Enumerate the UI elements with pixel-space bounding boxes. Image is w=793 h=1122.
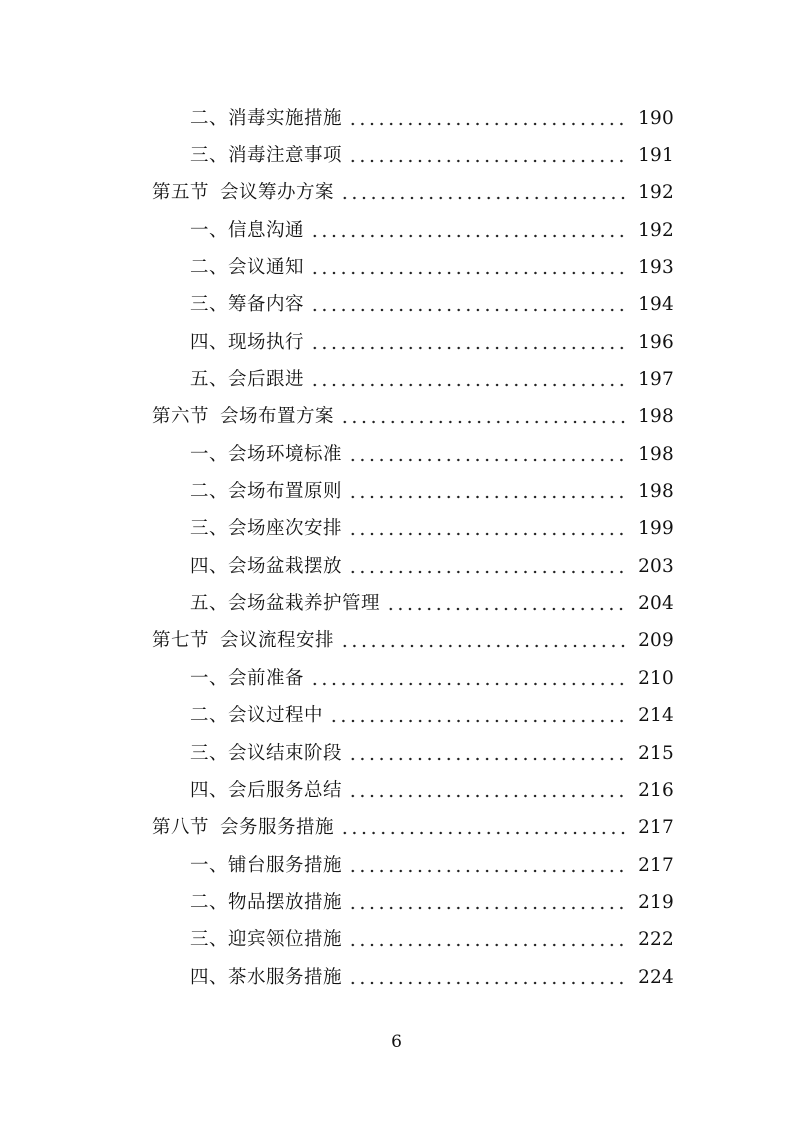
toc-subsection-row[interactable] (0, 847, 793, 884)
toc-entry (0, 816, 674, 840)
toc-entry-title (190, 592, 380, 616)
toc-subsection-row[interactable] (0, 922, 793, 959)
toc-entry-title (190, 219, 304, 243)
dot-leader (348, 570, 628, 574)
toc-entry-text: 会场布置方案 (220, 406, 335, 428)
toc-entry-text: 四、会场盆栽摆放 (190, 555, 343, 577)
dot-leader (348, 981, 628, 985)
toc-entry-text: 二、消毒实施措施 (190, 107, 343, 129)
toc-page-number: 224 (638, 966, 674, 988)
toc-subsection-row[interactable] (0, 100, 793, 137)
toc-subsection-row[interactable] (0, 137, 793, 174)
dot-leader (348, 794, 628, 798)
dot-leader (348, 458, 628, 462)
toc-entry-text: 三、消毒注意事项 (190, 145, 343, 167)
toc-page-number: 199 (638, 518, 674, 540)
toc-section-label: 第六节 (152, 406, 210, 428)
toc-entry-title (190, 966, 342, 990)
toc-entry (0, 667, 674, 691)
toc-entry-title (152, 629, 334, 653)
toc-subsection-row[interactable] (0, 324, 793, 361)
toc-entry (0, 555, 674, 579)
toc-page-number: 190 (638, 107, 674, 129)
toc-entry-title (190, 144, 342, 168)
toc-page-number: 216 (638, 779, 674, 801)
toc-page-number: 215 (638, 742, 674, 764)
dot-leader (310, 271, 628, 275)
toc-page-number: 193 (638, 257, 674, 279)
toc-page-number: 203 (638, 555, 674, 577)
toc-entry-text: 二、会议过程中 (190, 705, 324, 727)
toc-subsection-row[interactable] (0, 548, 793, 585)
toc-entry-text: 一、信息沟通 (190, 219, 305, 241)
toc-entry-text: 三、筹备内容 (190, 294, 305, 316)
toc-entry-text: 三、会场座次安排 (190, 518, 343, 540)
toc-entry (0, 331, 674, 355)
toc-page-number: 209 (638, 630, 674, 652)
toc-subsection-row[interactable] (0, 473, 793, 510)
toc-page-number: 219 (638, 891, 674, 913)
toc-entry (0, 293, 674, 317)
toc-subsection-row[interactable] (0, 436, 793, 473)
toc-subsection-row[interactable] (0, 585, 793, 622)
toc-entry (0, 443, 674, 467)
toc-subsection-row[interactable] (0, 249, 793, 286)
toc-subsection-row[interactable] (0, 660, 793, 697)
toc-section-row[interactable] (0, 810, 793, 847)
toc-entry-text: 四、会后服务总结 (190, 779, 343, 801)
toc-entry-title (190, 480, 342, 504)
toc-entry-text: 一、会场环境标准 (190, 443, 343, 465)
toc-entry (0, 779, 674, 803)
toc-subsection-row[interactable] (0, 959, 793, 996)
toc-section-row[interactable] (0, 175, 793, 212)
toc-entry-title (190, 928, 342, 952)
toc-entry (0, 704, 674, 728)
toc-entry (0, 629, 674, 653)
toc-entry-text: 会务服务措施 (220, 817, 335, 839)
toc-entry-text: 一、会前准备 (190, 667, 305, 689)
toc-page-number: 210 (638, 667, 674, 689)
toc-page-number: 196 (638, 331, 674, 353)
toc-page-number: 222 (638, 929, 674, 951)
toc-entry-title (190, 368, 304, 392)
dot-leader (310, 383, 628, 387)
toc-entry-text: 五、会场盆栽养护管理 (190, 593, 381, 615)
toc-entry-text: 五、会后跟进 (190, 369, 305, 391)
toc-entry-title (190, 256, 304, 280)
toc-entry (0, 368, 674, 392)
toc-subsection-row[interactable] (0, 735, 793, 772)
toc-entry-text: 三、会议结束阶段 (190, 742, 343, 764)
page-number: 6 (391, 1032, 402, 1052)
dot-leader (348, 122, 628, 126)
toc-entry (0, 928, 674, 952)
toc-entry (0, 966, 674, 990)
toc-entry (0, 891, 674, 915)
toc-page-number: 192 (638, 219, 674, 241)
toc-section-label: 第八节 (152, 817, 210, 839)
toc-entry-text: 二、物品摆放措施 (190, 891, 343, 913)
toc-page-number: 198 (638, 443, 674, 465)
toc-subsection-row[interactable] (0, 361, 793, 398)
dot-leader (386, 607, 628, 611)
toc-entry-title (190, 779, 342, 803)
toc-page-number: 191 (638, 145, 674, 167)
dot-leader (310, 682, 628, 686)
toc-entry-title (190, 742, 342, 766)
toc-entry-text: 一、铺台服务措施 (190, 854, 343, 876)
dot-leader (348, 159, 628, 163)
toc-entry-title (152, 816, 334, 840)
toc-entry-title (190, 667, 304, 691)
toc-entry-text: 会议流程安排 (220, 630, 335, 652)
toc-subsection-row[interactable] (0, 884, 793, 921)
toc-page-number: 198 (638, 406, 674, 428)
toc-entry (0, 107, 674, 131)
toc-page-number: 192 (638, 182, 674, 204)
dot-leader (348, 532, 628, 536)
toc-entry-title (190, 704, 323, 728)
dot-leader (348, 757, 628, 761)
table-of-contents (0, 100, 793, 996)
toc-entry (0, 592, 674, 616)
dot-leader (340, 831, 628, 835)
dot-leader (310, 234, 628, 238)
toc-entry-text: 二、会议通知 (190, 257, 305, 279)
toc-section-row[interactable] (0, 399, 793, 436)
toc-entry-title (152, 405, 334, 429)
toc-page-number: 204 (638, 593, 674, 615)
toc-entry (0, 405, 674, 429)
toc-section-label: 第五节 (152, 182, 210, 204)
toc-entry-title (190, 854, 342, 878)
toc-entry (0, 480, 674, 504)
dot-leader (348, 943, 628, 947)
toc-entry-title (190, 443, 342, 467)
toc-entry-title (190, 555, 342, 579)
toc-entry-text: 三、迎宾领位措施 (190, 929, 343, 951)
dot-leader (348, 495, 628, 499)
toc-entry-text: 会议筹办方案 (220, 182, 335, 204)
toc-entry-title (152, 181, 334, 205)
toc-page-number: 214 (638, 705, 674, 727)
toc-entry (0, 256, 674, 280)
toc-entry (0, 742, 674, 766)
toc-subsection-row[interactable] (0, 511, 793, 548)
toc-entry-text: 四、现场执行 (190, 331, 305, 353)
toc-page-number: 198 (638, 481, 674, 503)
toc-entry (0, 517, 674, 541)
toc-entry-title (190, 107, 342, 131)
toc-entry-text: 二、会场布置原则 (190, 481, 343, 503)
toc-entry-title (190, 891, 342, 915)
toc-subsection-row[interactable] (0, 287, 793, 324)
toc-page-number: 194 (638, 294, 674, 316)
toc-entry-text: 四、茶水服务措施 (190, 966, 343, 988)
dot-leader (329, 719, 628, 723)
toc-subsection-row[interactable] (0, 212, 793, 249)
toc-entry (0, 854, 674, 878)
dot-leader (348, 906, 628, 910)
toc-entry-title (190, 293, 304, 317)
dot-leader (340, 420, 628, 424)
toc-page-number: 197 (638, 369, 674, 391)
toc-page-number: 217 (638, 854, 674, 876)
dot-leader (340, 196, 628, 200)
toc-entry-title (190, 517, 342, 541)
toc-section-label: 第七节 (152, 630, 210, 652)
dot-leader (310, 346, 628, 350)
dot-leader (348, 869, 628, 873)
dot-leader (340, 644, 628, 648)
toc-entry (0, 181, 674, 205)
toc-page-number: 217 (638, 817, 674, 839)
dot-leader (310, 308, 628, 312)
toc-entry (0, 219, 674, 243)
toc-entry-title (190, 331, 304, 355)
toc-subsection-row[interactable] (0, 698, 793, 735)
toc-section-row[interactable] (0, 623, 793, 660)
toc-subsection-row[interactable] (0, 772, 793, 809)
toc-entry (0, 144, 674, 168)
